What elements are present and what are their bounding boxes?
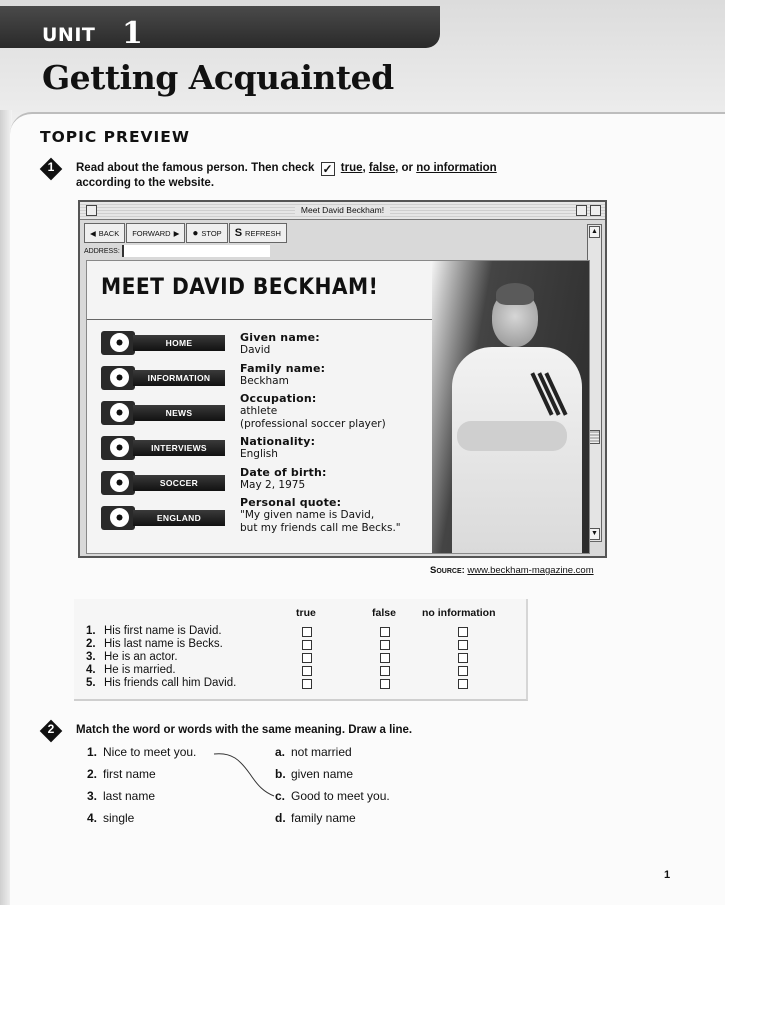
refresh-button[interactable]: S REFRESH xyxy=(229,223,287,243)
nav-soccer-button[interactable]: SOCCER xyxy=(101,473,225,493)
stop-icon: ● xyxy=(192,227,199,239)
match-right-column xyxy=(275,744,390,832)
nav-interviews-button[interactable]: INTERVIEWS xyxy=(101,438,225,458)
list-item: a. not married xyxy=(275,745,352,759)
true-false-table xyxy=(74,599,528,701)
source-credit: Source: www.beckham-magazine.com xyxy=(430,565,594,576)
checkbox-no-information[interactable] xyxy=(458,679,468,689)
window-collapse-icon[interactable] xyxy=(590,205,601,216)
table-row: 4. He is married. xyxy=(86,664,516,677)
nav-information-button[interactable]: INFORMATION xyxy=(101,368,225,388)
checkbox-no-information[interactable] xyxy=(458,653,468,663)
nav-home-button[interactable]: HOME xyxy=(101,333,225,353)
exercise-2-badge: 2 xyxy=(40,720,62,742)
list-item: b. given name xyxy=(275,767,354,781)
match-line xyxy=(210,748,280,800)
soccer-ball-icon xyxy=(101,401,135,425)
topic-preview-heading: TOPIC PREVIEW xyxy=(40,128,190,146)
scroll-up-icon[interactable]: ▲ xyxy=(589,226,600,238)
forward-arrow-icon: ▶ xyxy=(173,228,180,238)
webpage-content xyxy=(86,260,590,554)
profile-family-name: Family name: Beckham xyxy=(240,361,326,387)
browser-toolbar xyxy=(84,223,288,243)
scroll-thumb[interactable] xyxy=(589,430,600,444)
soccer-ball-icon xyxy=(101,331,135,355)
match-left-column xyxy=(87,744,196,832)
address-bar xyxy=(84,245,270,257)
check-mark-icon: ✓ xyxy=(322,162,333,176)
checkbox-true[interactable] xyxy=(302,653,312,663)
checkbox-no-information[interactable] xyxy=(458,627,468,637)
page-number: 1 xyxy=(664,869,671,881)
browser-window xyxy=(78,200,607,558)
back-button[interactable]: ◀ BACK xyxy=(84,223,125,243)
profile-given-name: Given name: David xyxy=(240,331,320,356)
list-item: 1. Nice to meet you. xyxy=(87,745,197,759)
hero-divider xyxy=(87,319,432,320)
window-zoom-icon[interactable] xyxy=(576,205,587,216)
unit-tab xyxy=(0,6,440,51)
column-false: false xyxy=(372,607,396,619)
checkbox-false[interactable] xyxy=(380,679,390,689)
profile-nationality: Nationality: English xyxy=(240,435,316,460)
forward-button[interactable]: FORWARD ▶ xyxy=(126,223,185,243)
exercise-1-badge: 1 xyxy=(40,158,62,180)
list-item: d. family name xyxy=(275,811,356,825)
checkbox-false[interactable] xyxy=(380,627,390,637)
soccer-ball-icon xyxy=(101,506,135,530)
table-row: 2. His last name is Becks. xyxy=(86,638,516,651)
hero-heading: MEET DAVID BECKHAM! xyxy=(101,275,379,300)
address-label: ADDRESS: xyxy=(84,247,120,255)
unit-word: UNIT xyxy=(42,24,96,46)
checkbox-no-information[interactable] xyxy=(458,640,468,650)
page-title: Getting Acquainted xyxy=(42,58,394,97)
nav-england-button[interactable]: ENGLAND xyxy=(101,508,225,528)
checkbox-true[interactable] xyxy=(302,627,312,637)
checkbox-false[interactable] xyxy=(380,653,390,663)
list-item: 2. first name xyxy=(87,767,156,781)
table-row: 3. He is an actor. xyxy=(86,651,516,664)
source-link[interactable]: www.beckham-magazine.com xyxy=(467,565,594,576)
exercise-1-instruction: Read about the famous person. Then check ✓ true, false, or no information according to the website. xyxy=(76,162,497,189)
exercise-2-instruction: Match the word or words with the same meaning. Draw a line. xyxy=(76,724,413,736)
table-row: 1. His first name is David. xyxy=(86,625,516,638)
soccer-ball-icon xyxy=(101,366,135,390)
column-true: true xyxy=(296,607,316,619)
profile-occupation: Occupation: athlete (professional soccer player) xyxy=(240,392,386,430)
profile-personal-quote: Personal quote: "My given name is David, but my friends call me Becks." xyxy=(240,496,401,534)
list-item: 4. single xyxy=(87,811,135,825)
beckham-photo xyxy=(432,261,590,554)
checkbox-false[interactable] xyxy=(380,640,390,650)
site-nav xyxy=(101,333,225,543)
checkbox-true[interactable] xyxy=(302,666,312,676)
checkbox-true[interactable] xyxy=(302,640,312,650)
table-row: 5. His friends call him David. xyxy=(86,677,516,690)
back-arrow-icon: ◀ xyxy=(90,228,96,238)
checkbox-no-information[interactable] xyxy=(458,666,468,676)
browser-titlebar xyxy=(80,202,605,220)
unit-number: 1 xyxy=(122,16,143,51)
checkbox-true[interactable] xyxy=(302,679,312,689)
stop-button[interactable]: ● STOP xyxy=(186,223,227,243)
nav-news-button[interactable]: NEWS xyxy=(101,403,225,423)
list-item: c. Good to meet you. xyxy=(275,789,390,803)
profile-date-of-birth: Date of birth: May 2, 1975 xyxy=(240,465,327,491)
profile-info xyxy=(240,332,440,540)
column-no-information: no information xyxy=(422,607,496,619)
soccer-ball-icon xyxy=(101,471,135,495)
scroll-down-icon[interactable]: ▼ xyxy=(589,528,600,540)
checkbox-false[interactable] xyxy=(380,666,390,676)
window-title: Meet David Beckham! xyxy=(295,205,390,215)
refresh-icon: S xyxy=(234,227,243,239)
list-item: 3. last name xyxy=(87,789,156,803)
soccer-ball-icon xyxy=(101,436,135,460)
address-input[interactable] xyxy=(122,245,270,257)
